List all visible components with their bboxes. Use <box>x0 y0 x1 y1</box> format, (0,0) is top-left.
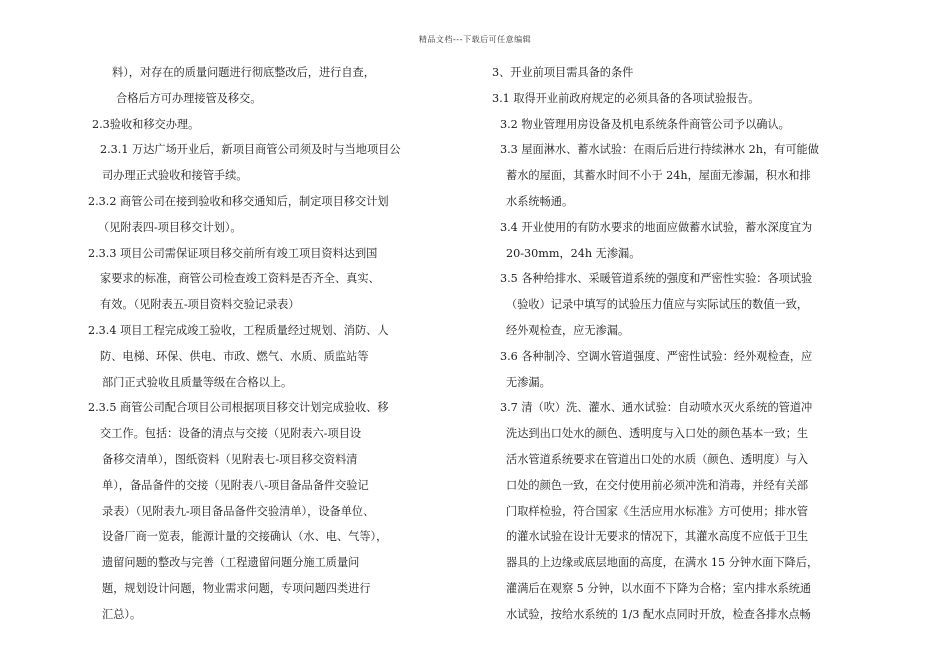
right-text-line: 3.3 屋面淋水、蓄水试验：在雨后后进行持续淋水 2h，有可能做 <box>500 143 819 157</box>
right-text-line: 3.6 各种制冷、空调水管道强度、严密性试验：经外观检查，应 <box>500 349 813 363</box>
right-text-line: 门取样检验，符合国家《生活应用水标准》方可使用；排水管 <box>506 504 809 518</box>
left-text-line: 录表）（见附表九-项目备品备件交验清单），设备单位、 <box>102 504 375 518</box>
right-text-line: 3、开业前项目需具备的条件 <box>492 66 634 79</box>
left-text-line: 防、电梯、环保、供电、市政、燃气、水质、质监站等 <box>100 349 369 363</box>
right-text-line: 水系统畅通。 <box>506 194 574 208</box>
left-text-line: 遗留问题的整改与完善（工程遗留问题分施工质量问 <box>102 556 360 570</box>
right-text-line: 口处的颜色一致，在交付使用前必须冲洗和消毒，并经有关部 <box>506 478 809 492</box>
left-text-line: 交工作。包括：设备的清点与交接（见附表六-项目设 <box>100 427 362 441</box>
right-text-line: 3.7 清（吹）洗、灌水、通水试验：自动喷水灭火系统的管道冲 <box>500 401 813 415</box>
left-text-line: 题，规划设计问题，物业需求问题，专项问题四类进行 <box>102 581 371 595</box>
left-text-line: 部门正式验收且质量等级在合格以上。 <box>102 375 293 389</box>
left-column <box>88 60 418 628</box>
left-text-line: 汇总）。 <box>102 607 142 621</box>
left-text-line: 2.3.5 商管公司配合项目公司根据项目移交计划完成验收、移 <box>88 401 389 415</box>
right-text-line: 活水管道系统要求在管道出口处的水质（颜色、透明度）与入 <box>506 452 809 466</box>
right-text-line: 3.1 取得开业前政府规定的必须具备的各项试验报告。 <box>492 91 760 105</box>
right-text-line: （验收）记录中填写的试验压力值应与实际试压的数值一致， <box>506 298 809 312</box>
right-text-line: 3.4 开业使用的有防水要求的地面应做蓄水试验，蓄水深度宜为 <box>500 220 813 234</box>
left-text-line: 料），对存在的质量问题进行彻底整改后，进行自查， <box>112 66 375 79</box>
left-text-line: （见附表四-项目移交计划）。 <box>98 220 242 234</box>
right-text-line: 水试验，按给水系统的 1/3 配水点同时开放，检查各排水点畅 <box>506 607 811 621</box>
right-text-line: 无渗漏。 <box>506 375 551 389</box>
right-text-line: 蓄水的屋面，其蓄水时间不小于 24h，屋面无渗漏，积水和排 <box>506 169 811 183</box>
right-text-line: 20-30mm，24h 无渗漏。 <box>506 246 641 260</box>
right-column <box>492 60 822 628</box>
left-text-line: 家要求的标准，商管公司检查竣工资料是否齐全、真实、 <box>100 272 380 286</box>
right-text-line: 经外观检查，应无渗漏。 <box>506 323 630 337</box>
left-text-line: 设备厂商一览表，能源计量的交接确认（水、电、气等）， <box>102 530 388 544</box>
right-text-line: 器具的上边缘或底层地面的高度，在满水 15 分钟水面下降后， <box>506 556 819 570</box>
left-text-line: 2.3验收和移交办理。 <box>92 117 200 131</box>
left-text-line: 合格后方可办理接管及移交。 <box>116 91 262 105</box>
left-text-line: 备移交清单），图纸资料（见附表七-项目移交资料清 <box>102 452 358 466</box>
right-text-line: 灌满后在观察 5 分钟，以水面不下降为合格；室内排水系统通 <box>506 581 812 595</box>
left-text-line: 有效。（见附表五-项目资料交验记录表） <box>100 298 300 312</box>
left-text-line: 2.3.4 项目工程完成竣工验收，工程质量经过规划、消防、人 <box>88 323 389 337</box>
right-text-line: 的灌水试验在设计无要求的情况下，其灌水高度不应低于卫生 <box>506 530 809 544</box>
right-text-line: 3.5 各种给排水、采暖管道系统的强度和严密性实验：各项试验 <box>500 272 813 286</box>
left-text-line: 司办理正式验收和接管手续。 <box>102 169 248 183</box>
left-text-line: 2.3.2 商管公司在接到验收和移交通知后，制定项目移交计划 <box>88 194 389 208</box>
left-text-line: 2.3.3 项目公司需保证项目移交前所有竣工项目资料达到国 <box>88 246 378 260</box>
right-text-line: 洗达到出口处水的颜色、透明度与入口处的颜色基本一致；生 <box>506 427 809 441</box>
left-text-line: 2.3.1 万达广场开业后，新项目商管公司须及时与当地项目公 <box>100 143 401 157</box>
page-header: 精品文档---下载后可任意编辑 <box>418 35 532 44</box>
right-text-line: 3.2 物业管理用房设备及机电系统条件商管公司予以确认。 <box>500 117 790 131</box>
left-text-line: 单），备品备件的交接（见附表八-项目备品备件交验记 <box>102 478 369 492</box>
